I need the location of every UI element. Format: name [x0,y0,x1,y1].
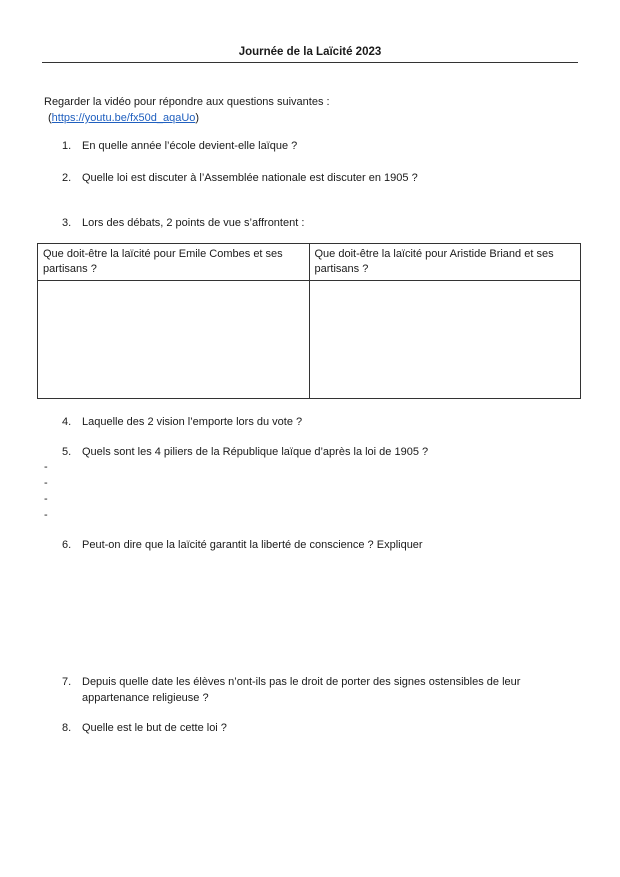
pillar-dash-3: - [44,493,48,505]
question-4 [62,414,562,430]
question-number: 7. [62,676,72,688]
question-number: 5. [62,446,72,458]
question-text: Quels sont les 4 piliers de la République laïque d’après la loi de 1905 ? [82,446,429,458]
page-title: Journée de la Laïcité 2023 [238,46,382,58]
question-number: 8. [62,722,72,734]
instruction-text: Regarder la vidéo pour répondre aux questions suivantes : [44,96,330,108]
question-1 [62,138,562,154]
pillar-dash-1: - [44,461,48,473]
table-answer-row [38,281,581,399]
intro-block [44,94,330,126]
question-5 [62,444,562,460]
question-text: Lors des débats, 2 points de vue s’affrontent : [82,217,305,229]
question-text: En quelle année l’école devient-elle laïque ? [82,140,298,152]
briand-answer-cell[interactable] [309,281,581,399]
question-3 [62,215,562,231]
question-number: 2. [62,172,72,184]
combes-header-cell: Que doit-être la laïcité pour Emile Combes et ses partisans ? [38,244,310,281]
paren-close: ) [195,112,200,124]
viewpoints-table [37,243,581,399]
question-number: 6. [62,539,72,551]
question-number: 1. [62,140,72,152]
question-number: 4. [62,416,72,428]
briand-header-cell: Que doit-être la laïcité pour Aristide Briand et ses partisans ? [309,244,581,281]
table-header-row [38,244,581,281]
title-divider [42,62,578,63]
video-link[interactable]: https://youtu.be/fx50d_aqaUo [51,112,196,124]
question-text: Quelle est le but de cette loi ? [82,722,227,734]
pillar-dash-4: - [44,509,48,521]
question-number: 3. [62,217,72,229]
question-text: Laquelle des 2 vision l’emporte lors du vote ? [82,416,303,428]
combes-answer-cell[interactable] [38,281,310,399]
question-text: Peut-on dire que la laïcité garantit la liberté de conscience ? Expliquer [82,539,423,551]
question-7 [62,674,562,706]
question-text: Quelle loi est discuter à l’Assemblée nationale est discuter en 1905 ? [82,172,418,184]
pillar-dash-2: - [44,477,48,489]
video-link-line [44,110,330,126]
question-6 [62,537,562,553]
question-2 [62,170,562,186]
question-8 [62,720,562,736]
question-text: Depuis quelle date les élèves n’ont-ils pas le droit de porter des signes ostensibles de leur appartenance religieuse ? [82,676,521,704]
paren-open: ( [48,112,52,124]
